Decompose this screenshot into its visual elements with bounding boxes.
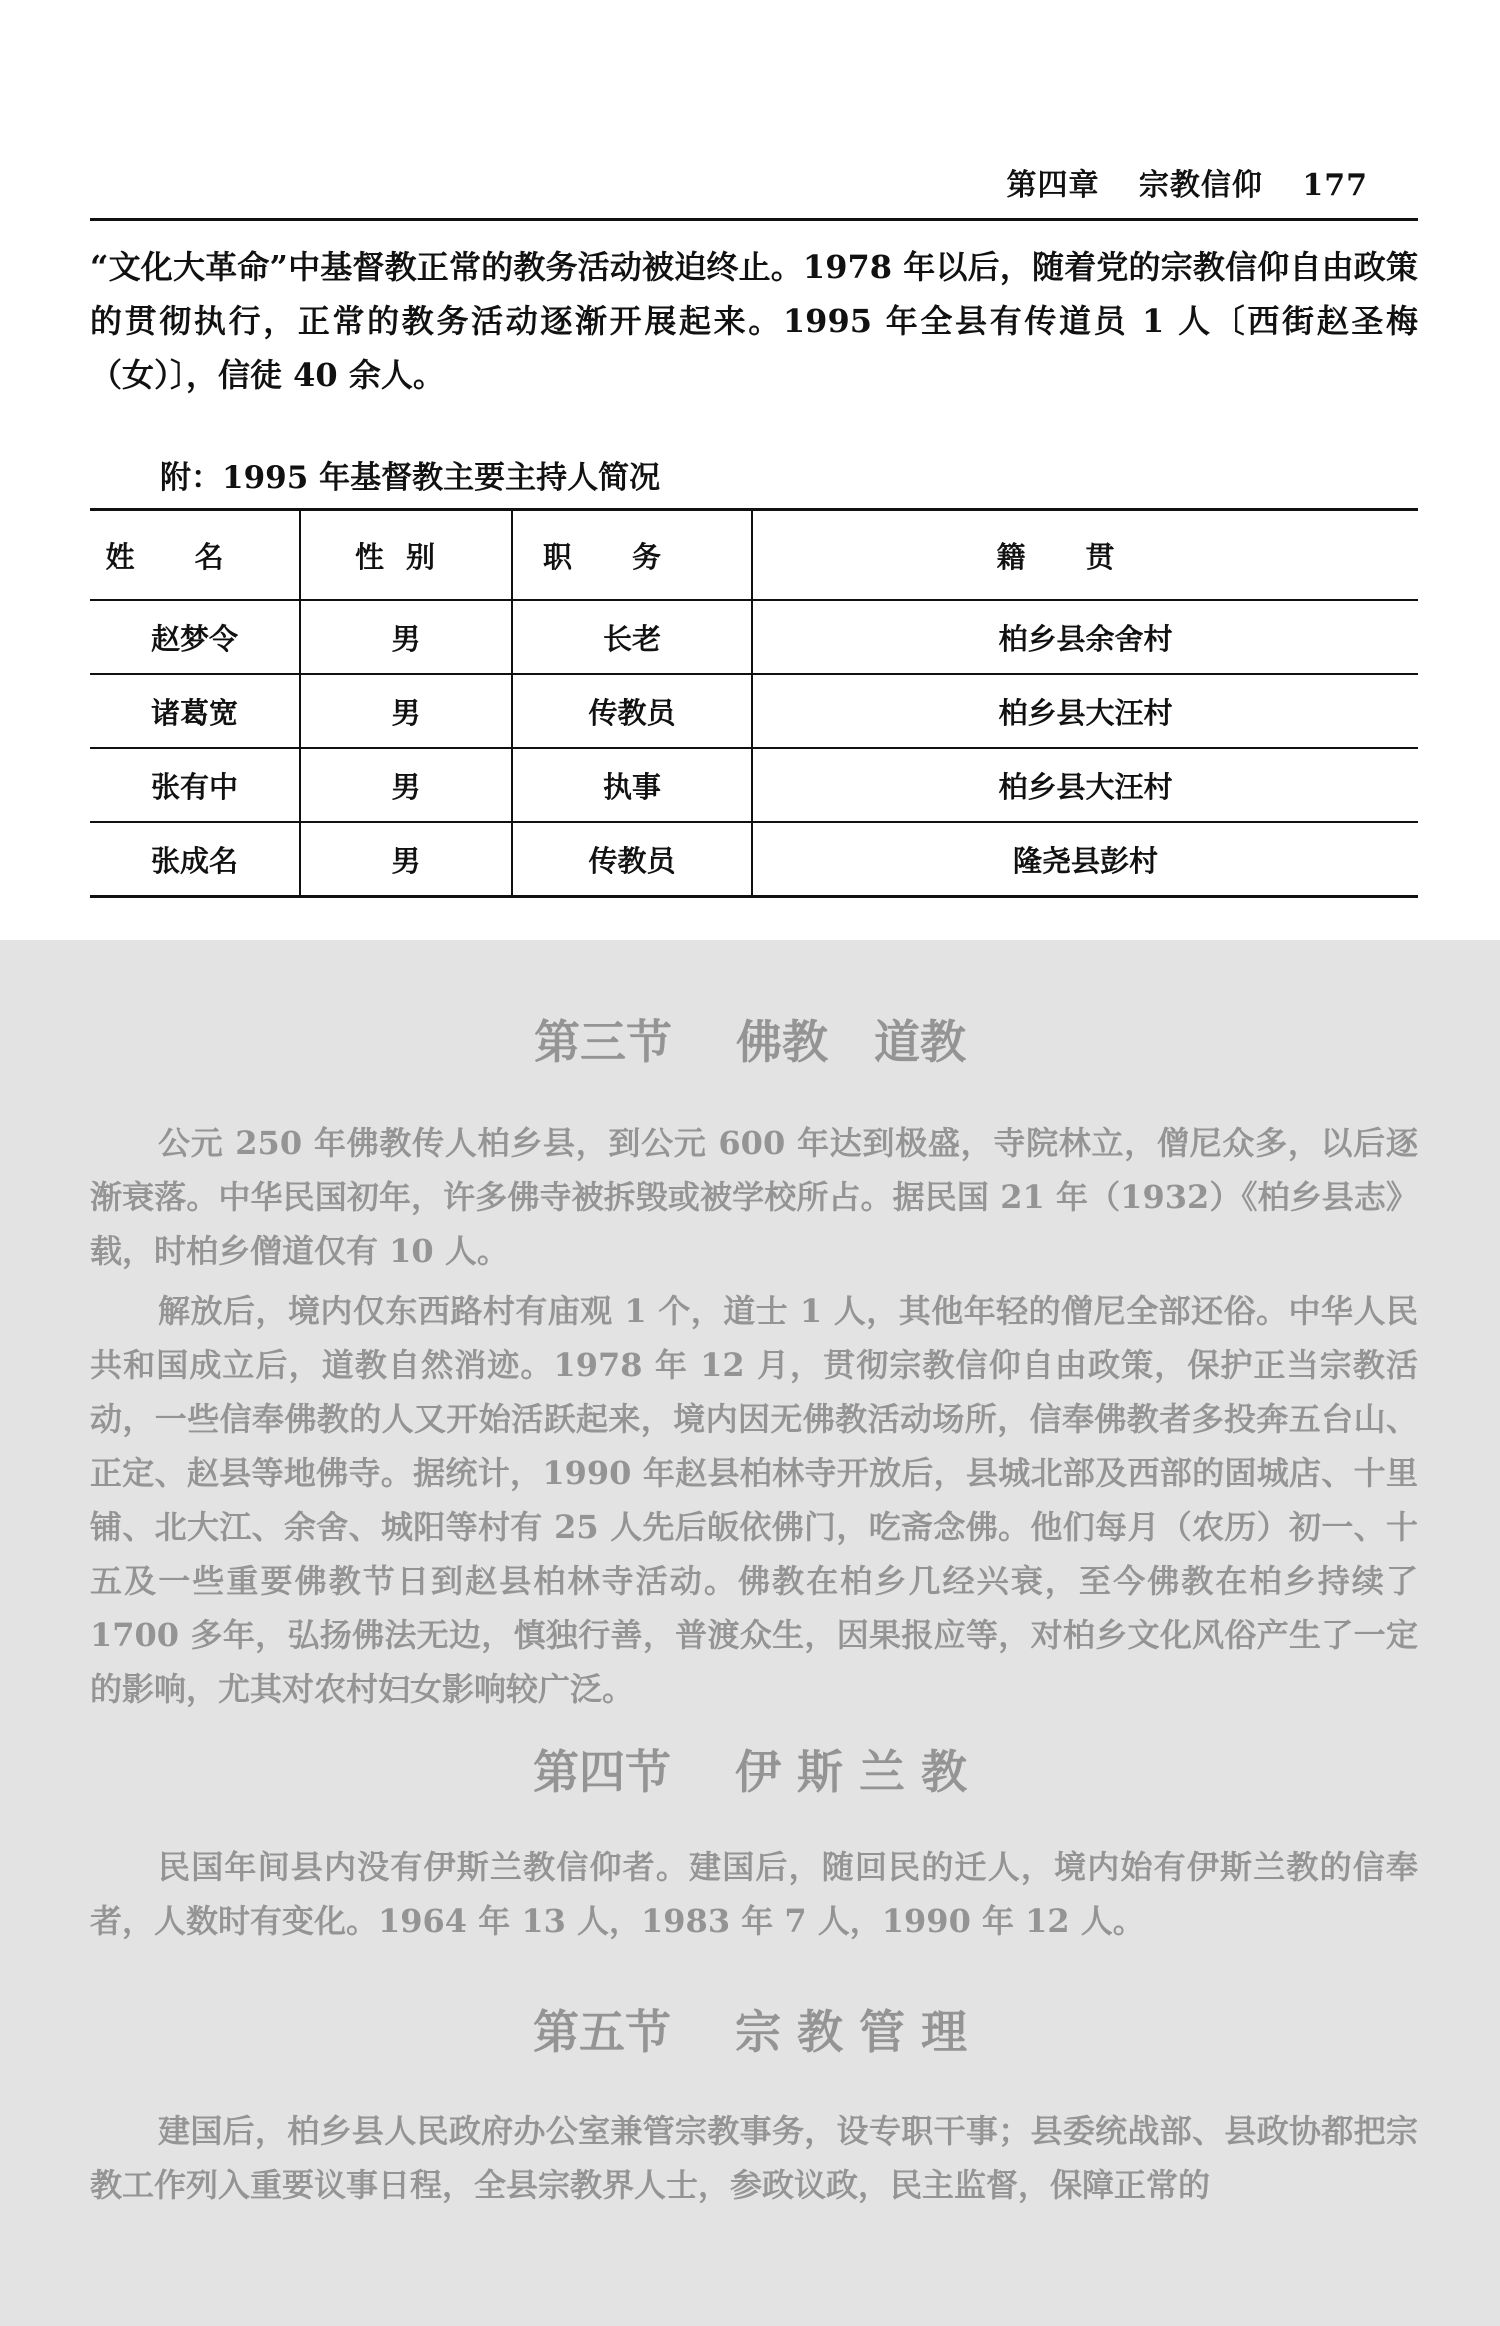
cell-hometown: 柏乡县余舍村 — [752, 600, 1418, 674]
section-5-paragraph-1: 建国后，柏乡县人民政府办公室兼管宗教事务，设专职干事；县委统战部、县政协都把宗教工作列入重要议事日程，全县宗教界人士，参政议政，民主监督，保障正常的 — [90, 2112, 1418, 2204]
section-4-name: 伊 斯 兰 教 — [734, 1745, 968, 1799]
col-header-hometown: 籍贯 — [752, 510, 1418, 601]
cell-position: 传教员 — [512, 822, 752, 897]
table-row — [90, 748, 1418, 822]
cell-gender: 男 — [300, 822, 512, 897]
table-row — [90, 674, 1418, 748]
faded-lower-region — [0, 940, 1500, 2326]
cell-hometown: 隆尧县彭村 — [752, 822, 1418, 897]
leaders-table — [90, 508, 1418, 898]
cell-name: 赵梦令 — [90, 600, 300, 674]
section-5-title — [0, 1996, 1500, 2062]
section-3-paragraph-2: 解放后，境内仅东西路村有庙观 1 个，道士 1 人，其他年轻的僧尼全部还俗。中华人民共和国成立后，道教自然消迹。1978 年 12 月，贯彻宗教信仰自由政策，保护正当宗教活动，一些信奉佛教的人又开始活跃起来，境内因无佛教活动场所，信奉佛教者多投奔五台山、正定、赵县等地佛寺。据统计，1990 年赵县柏林寺开放后，县城北部及西部的固城店、十里铺、北大江、余舍、城阳等村有 25 人先后皈依佛门，吃斋念佛。他们每月（农历）初一、十五及一些重要佛教节日到赵县柏林寺活动。佛教在柏乡几经兴衰，至今佛教在柏乡持续了 1700 多年，弘扬佛法无边，慎独行善，普渡众生，因果报应等，对柏乡文化风俗产生了一定的影响，尤其对农村妇女影响较广泛。 — [90, 1292, 1418, 1708]
chapter-title: 宗教信仰 — [1138, 168, 1263, 203]
cell-name: 张有中 — [90, 748, 300, 822]
cell-gender: 男 — [300, 600, 512, 674]
section-4-paragraph-1: 民国年间县内没有伊斯兰教信仰者。建国后，随回民的迁人，境内始有伊斯兰教的信奉者，人数时有变化。1964 年 13 人，1983 年 7 人，1990 年 12 人。 — [90, 1848, 1418, 1940]
table-header-row — [90, 510, 1418, 601]
col-header-position: 职务 — [512, 510, 752, 601]
section-4-title — [0, 1736, 1500, 1802]
section-3-paragraph-1: 公元 250 年佛教传人柏乡县，到公元 600 年达到极盛，寺院林立，僧尼众多，以后逐渐衰落。中华民国初年，许多佛寺被拆毁或被学校所占。据民国 21 年（1932）《柏乡县志》载，时柏乡僧道仅有 10 人。 — [90, 1124, 1418, 1270]
section-3-name: 佛教 道教 — [736, 1015, 966, 1069]
col-header-name: 姓名 — [90, 510, 300, 601]
col-header-gender: 性别 — [300, 510, 512, 601]
running-head-text — [978, 160, 1368, 204]
cell-hometown: 柏乡县大汪村 — [752, 674, 1418, 748]
cell-position: 传教员 — [512, 674, 752, 748]
cell-gender: 男 — [300, 674, 512, 748]
section-3-title — [0, 1006, 1500, 1072]
cell-name: 诸葛宽 — [90, 674, 300, 748]
cell-gender: 男 — [300, 748, 512, 822]
page-number: 177 — [1302, 168, 1368, 203]
section-4-number: 第四节 — [532, 1745, 671, 1799]
table-row — [90, 600, 1418, 674]
section-3-number: 第三节 — [534, 1015, 672, 1069]
chapter-label: 第四章 — [1006, 168, 1100, 203]
section-5-name: 宗 教 管 理 — [734, 2005, 968, 2059]
cell-position: 执事 — [512, 748, 752, 822]
section-5-number: 第五节 — [532, 2005, 671, 2059]
running-header — [90, 152, 1418, 221]
intro-paragraph: “文化大革命”中基督教正常的教务活动被迫终止。1978 年以后，随着党的宗教信仰自由政策的贯彻执行，正常的教务活动逐渐开展起来。1995 年全县有传道员 1 人〔西街赵圣梅（女）〕，信徒 40 余人。 — [90, 248, 1418, 394]
table-row — [90, 822, 1418, 897]
cell-name: 张成名 — [90, 822, 300, 897]
cell-position: 长老 — [512, 600, 752, 674]
table-title: 附：1995 年基督教主要主持人简况 — [160, 460, 661, 496]
cell-hometown: 柏乡县大汪村 — [752, 748, 1418, 822]
